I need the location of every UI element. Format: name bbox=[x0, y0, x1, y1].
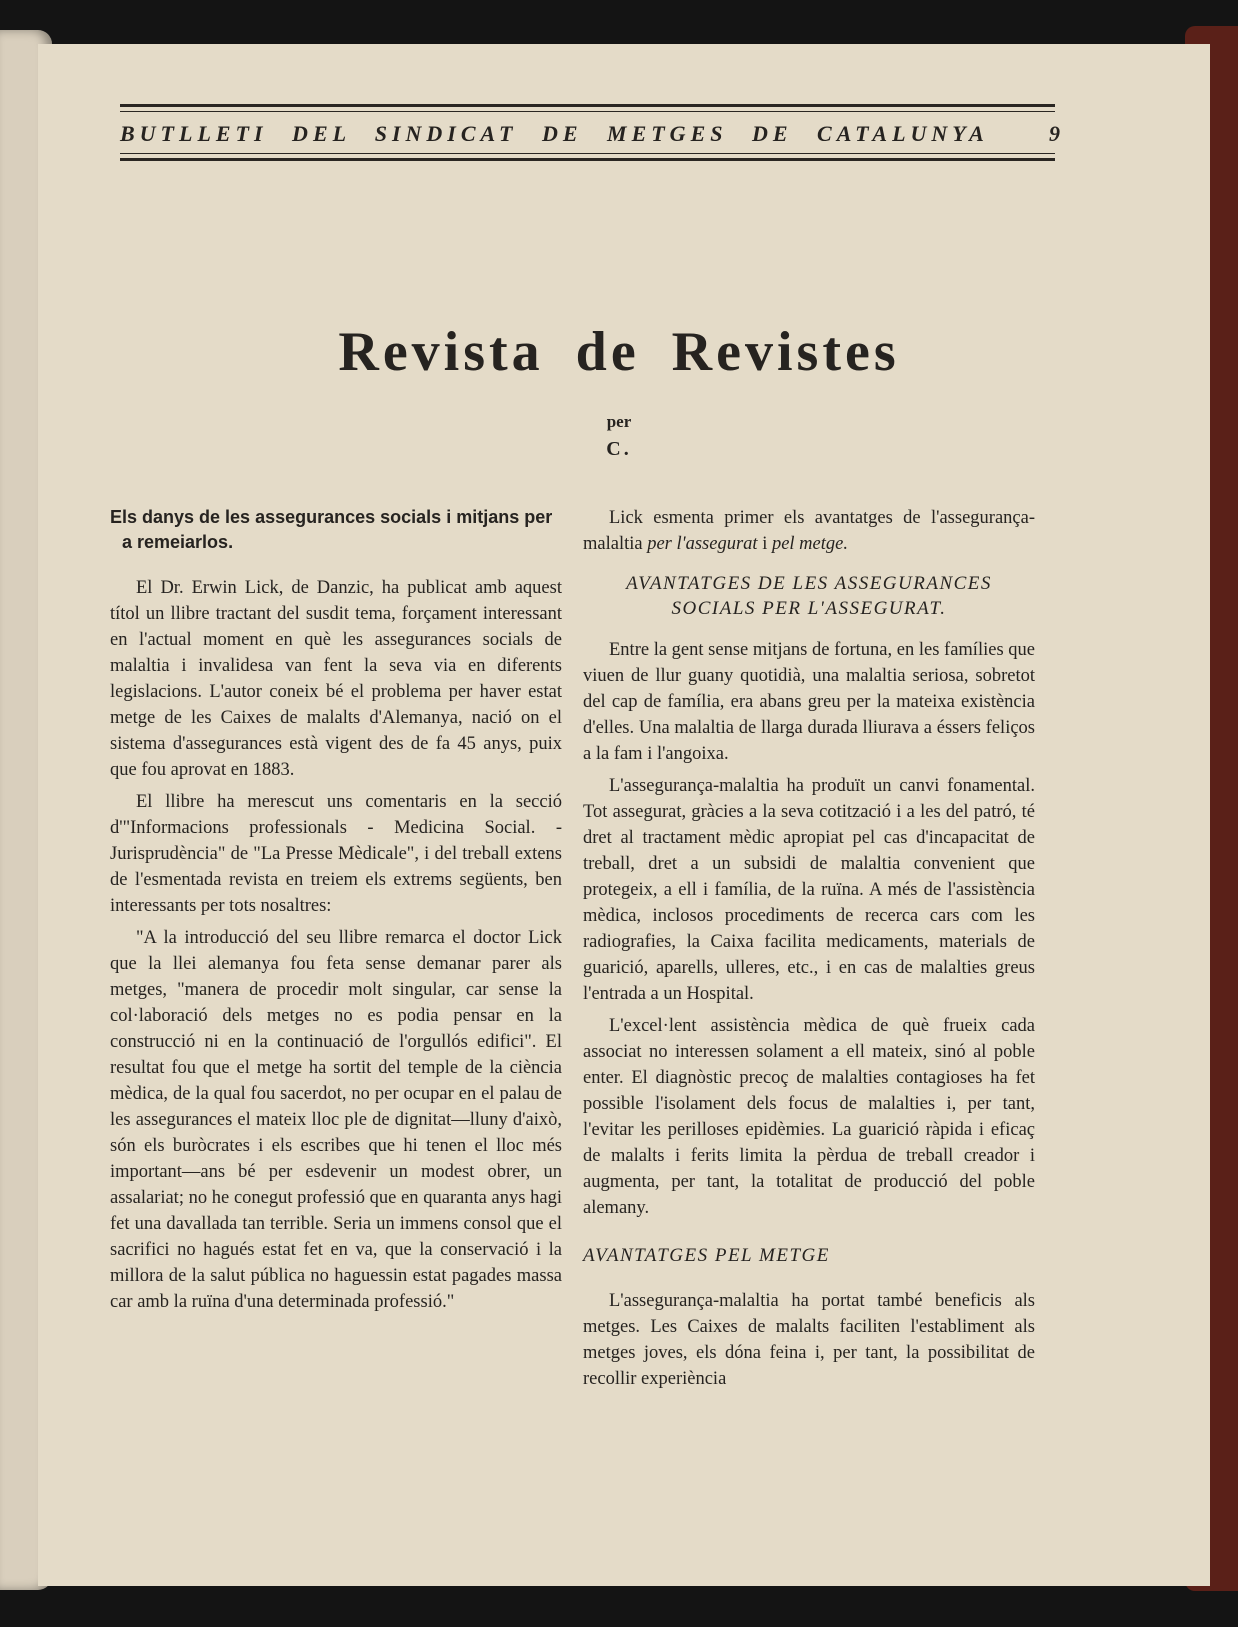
right-column bbox=[583, 505, 1035, 1398]
byline-author: C. bbox=[606, 438, 632, 460]
paragraph: L'assegurança-malaltia ha portat també beneficis als metges. Les Caixes de malalts faciliten l'establiment als metges joves, els dóna feina i, per tant, la possibilitat de recollir experiència bbox=[583, 1291, 1035, 1389]
paragraph: Entre la gent sense mitjans de fortuna, en les famílies que viuen de llur guany quotidià, una malaltia seriosa, sobretot del cap de família, era abans greu per la mateixa existència d'elles. Una malaltia de llarga durada lliurava a éssers feliços a la fam i l'angoixa. bbox=[583, 640, 1035, 764]
paragraph: L'assegurança-malaltia ha produït un canvi fonamental. Tot assegurat, gràcies a la seva cotització i a les del patró, té dret al tractament mèdic apropiat pel cas d'incapacitat de treball, dret a un subsidi de malaltia convenient que protegeix, a ell i família, de la ruïna. A més de l'assistència mèdica, inclosos procediments de recerca cars com les radiografies, la Caixa facilita medicaments, materials de guarició, aparells, ulleres, etc., i en cas de malalties greus l'entrada a un Hospital. bbox=[583, 776, 1035, 1004]
page-number: 9 bbox=[1049, 121, 1060, 146]
section-subheading: Els danys de les assegurances socials i mitjans per a remeiarlos. bbox=[110, 507, 553, 552]
section-heading: AVANTATGES DE LES ASSEGURANCES SOCIALS PER L'ASSEGURAT. bbox=[626, 573, 992, 619]
paragraph: L'excel·lent assistència mèdica de què frueix cada associat no interessen solament a ell mateix, sinó al poble enter. El diagnòstic precoç de malalties contagioses ha fet possible l'isolament dels focus de malalties i, per tant, l'evitar les perilloses epidèmies. La guarició ràpida i eficaç de malalts i ferits limita la pèrdua de treball creador i augmenta, per tant, la totalitat de producció del poble alemany. bbox=[583, 1016, 1035, 1218]
header-rule-top bbox=[120, 104, 1055, 107]
journal-title: BUTLLETI DEL SINDICAT DE METGES DE CATALUNYA bbox=[120, 121, 989, 146]
intro-paragraph: Lick esmenta primer els avantatges de l'assegurança-malaltia per l'assegurat i pel metge. bbox=[583, 508, 1035, 554]
running-header bbox=[120, 119, 1060, 149]
section-heading: AVANTATGES PEL METGE bbox=[583, 1245, 830, 1266]
article-title: Revista de Revistes bbox=[338, 321, 900, 383]
header-rule-top-thin bbox=[120, 111, 1055, 112]
paragraph: El Dr. Erwin Lick, de Danzic, ha publicat amb aquest títol un llibre tractant del susdit tema, forçament interessant en l'actual moment en què les assegurances socials de malaltia i invalidesa van fent la seva via en diferents legislacions. L'autor coneix bé el problema per haver estat metge de les Caixes de malalts d'Alemanya, nació on el sistema d'assegurances està vigent des de fa 45 anys, puix que fou aprovat en 1883. bbox=[110, 578, 562, 780]
byline-per: per bbox=[606, 412, 632, 431]
paragraph: "A la introducció del seu llibre remarca el doctor Lick que la llei alemanya fou feta sense demanar parer als metges, "manera de procedir molt singular, car sense la col·laboració dels metges no es podia pensar en la construcció ni en la continuació de l'orgullós edifici". El resultat fou que el metge ha sortit del temple de la ciència mèdica, de la qual fou sacerdot, no per ocupar en el palau de les assegurances el mateix lloc ple de dignitat—lluny d'això, són els buròcrates i els escribes que hi tenen el lloc més important—ans bé per esdevenir un modest obrer, un assalariat; no he conegut professió que en quaranta anys hagi fet una davallada tan terrible. Seria un immens consol que el sacrifici no hagués estat fet en va, que la conservació i la millora de la salut pública no haguessin estat pagades massa car amb la ruïna d'una determinada professió." bbox=[110, 928, 562, 1312]
left-column bbox=[110, 505, 562, 1321]
header-rule-bottom-thin bbox=[120, 153, 1055, 154]
paragraph: El llibre ha merescut uns comentaris en la secció d'"Informacions professionals - Medicina Social. - Jurisprudència" de "La Presse Mèdicale", i del treball extens de l'esmentada revista en treiem els extrems següents, ben interessants per tots nosaltres: bbox=[110, 792, 562, 916]
header-rule-bottom bbox=[120, 158, 1055, 161]
